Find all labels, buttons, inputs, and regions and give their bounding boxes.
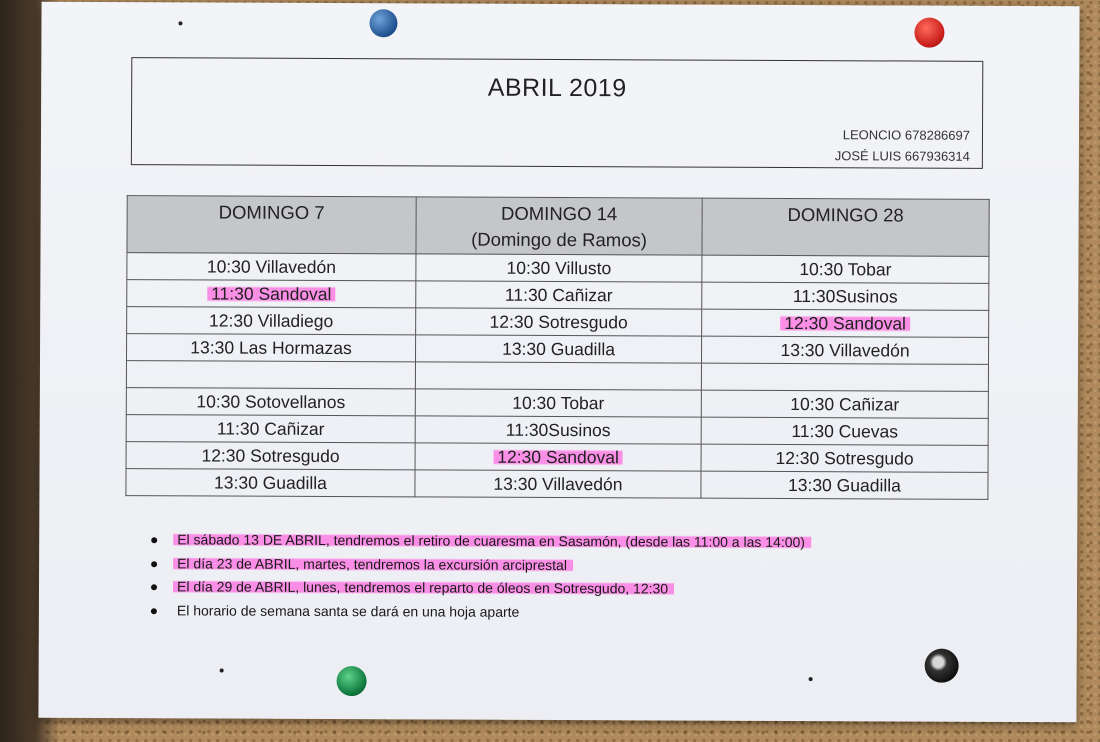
mass-time: 10:30 Villavedón xyxy=(206,256,337,278)
mass-time: 12:30 Sandoval xyxy=(493,447,623,468)
bullet-icon xyxy=(151,584,157,590)
note-item xyxy=(149,552,811,578)
mass-time: 11:30Susinos xyxy=(505,419,611,441)
note-item xyxy=(149,599,811,625)
table-cell xyxy=(126,442,415,470)
mass-time: 13:30 Guadilla xyxy=(213,472,327,493)
table-cell xyxy=(701,444,988,472)
mass-time: 10:30 Villusto xyxy=(506,257,612,279)
note-text: El sábado 13 DE ABRIL, tendremos el retiro de cuaresma en Sasamón, (desde las 11:00 a las 14:00) xyxy=(173,531,811,550)
header-line1: DOMINGO 28 xyxy=(787,203,904,226)
note-item xyxy=(149,575,811,601)
mass-time: 13:30 Las Hormazas xyxy=(190,337,352,359)
table-header-row xyxy=(127,196,989,257)
mass-time: 13:30 Guadilla xyxy=(787,475,901,496)
pin-hole xyxy=(809,677,813,681)
table-row xyxy=(126,361,988,392)
schedule-body xyxy=(126,253,989,500)
green-pushpin-icon xyxy=(337,666,367,696)
table-cell xyxy=(702,282,989,310)
page-title: ABRIL 2019 xyxy=(487,73,627,103)
mass-time: 13:30 Guadilla xyxy=(502,338,616,360)
mass-time: 10:30 Tobar xyxy=(799,259,892,280)
table-cell xyxy=(415,389,701,417)
table-cell xyxy=(701,390,988,418)
table-cell xyxy=(701,471,988,499)
bullet-icon xyxy=(151,561,157,567)
table-cell xyxy=(416,308,702,336)
bullet-icon xyxy=(151,537,157,543)
black-pushpin-icon xyxy=(925,649,959,683)
table-row xyxy=(126,469,988,500)
pin-hole xyxy=(220,669,224,673)
note-item xyxy=(149,528,811,554)
table-row xyxy=(127,280,989,311)
table-cell xyxy=(127,280,416,308)
table-row xyxy=(126,442,988,473)
note-text: El horario de semana santa se dará en una hoja aparte xyxy=(176,601,520,620)
mass-time: 11:30 Cañizar xyxy=(504,284,613,306)
notes-list xyxy=(149,528,811,625)
table-cell xyxy=(415,416,701,444)
mass-time: 11:30Susinos xyxy=(792,286,898,307)
header-domingo-14 xyxy=(416,197,702,255)
table-cell xyxy=(127,334,416,362)
schedule-table xyxy=(125,195,989,500)
mass-time: 13:30 Villavedón xyxy=(493,473,623,495)
mass-time: 12:30 Sotresgudo xyxy=(489,311,628,333)
table-cell xyxy=(126,388,415,416)
contacts xyxy=(835,124,970,167)
paper-sheet xyxy=(38,2,1079,723)
table-row xyxy=(126,388,988,419)
header-line1: DOMINGO 14 xyxy=(501,202,618,225)
mass-time: 10:30 Tobar xyxy=(512,392,605,414)
table-row xyxy=(127,253,989,284)
mass-time: 11:30 Cañizar xyxy=(216,418,325,439)
table-cell xyxy=(415,443,701,471)
table-cell xyxy=(416,254,702,282)
mass-time: 12:30 Villadiego xyxy=(209,310,334,332)
note-text: El día 29 de ABRIL, lunes, tendremos el reparto de óleos en Sotresgudo, 12:30 xyxy=(173,578,674,596)
mass-time: 11:30 Sandoval xyxy=(207,283,335,304)
table-cell xyxy=(126,361,415,389)
red-pushpin-icon xyxy=(914,18,944,48)
header-domingo-28 xyxy=(702,198,989,256)
mass-time: 11:30 Cuevas xyxy=(791,421,899,442)
mass-time: 12:30 Sandoval xyxy=(780,313,910,334)
header-line1: DOMINGO 7 xyxy=(218,201,325,223)
table-cell xyxy=(416,281,702,309)
table-cell xyxy=(702,309,989,337)
table-cell xyxy=(701,417,988,445)
table-cell xyxy=(127,307,416,335)
table-cell xyxy=(126,415,415,443)
pin-hole xyxy=(178,21,182,25)
mass-time: 13:30 Villavedón xyxy=(780,339,910,361)
header-domingo-7 xyxy=(127,196,416,254)
header-line2: (Domingo de Ramos) xyxy=(471,228,647,251)
table-cell xyxy=(415,470,701,498)
mass-time: 10:30 Cañizar xyxy=(790,394,900,415)
contact-leoncio: LEONCIO 678286697 xyxy=(842,127,971,143)
header-box xyxy=(131,57,983,169)
table-cell xyxy=(415,362,701,390)
table-row xyxy=(127,307,989,338)
table-cell xyxy=(126,469,415,497)
table-cell xyxy=(702,255,989,283)
table-cell xyxy=(127,253,416,281)
bullet-icon xyxy=(151,608,157,614)
table-row xyxy=(126,415,988,446)
table-cell xyxy=(701,336,988,364)
table-cell xyxy=(701,363,988,391)
table-cell xyxy=(415,335,701,363)
mass-time: 12:30 Sotresgudo xyxy=(775,447,914,469)
table-row xyxy=(127,334,989,365)
blue-pushpin-icon xyxy=(369,9,397,37)
note-text: El día 23 de ABRIL, martes, tendremos la excursión arciprestal xyxy=(173,555,573,573)
mass-time: 12:30 Sotresgudo xyxy=(201,445,340,467)
contact-jose-luis: JOSÉ LUIS 667936314 xyxy=(834,148,970,164)
mass-time: 10:30 Sotovellanos xyxy=(196,391,346,413)
